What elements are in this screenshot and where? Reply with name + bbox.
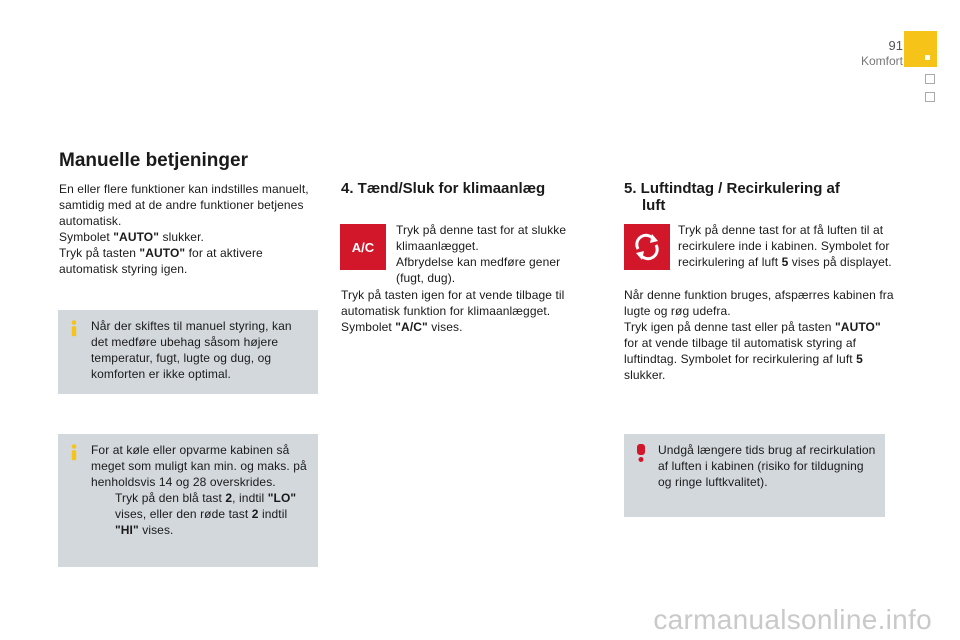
warning-note: [624, 434, 885, 517]
manual-paragraph: Symbolet "AUTO" slukker.: [59, 230, 204, 244]
chapter-tab-active[interactable]: [904, 31, 937, 67]
svg-text:A/C: A/C: [351, 240, 375, 255]
info-note: [58, 434, 318, 567]
chapter-tab[interactable]: [925, 74, 935, 84]
info-note-text: [91, 442, 313, 538]
section5-heading: 5. Luftindtag / Recirkulering af luft: [624, 180, 840, 214]
section4-heading: 4. Tænd/Sluk for klimaanlæg: [341, 180, 546, 197]
manual-body: [59, 181, 321, 277]
info-note-intro: For at køle eller opvarme kabinen så meget som muligt kan min. og maks. på henholdsvis 14 og 28 overskrides.: [91, 443, 307, 489]
info-note: [58, 310, 318, 394]
tab-marker: [925, 55, 930, 60]
section4-paragraph: Tryk på tasten igen for at vende tilbage til automatisk funktion for klimaanlægget.: [341, 288, 565, 318]
section-name: Komfort: [860, 54, 903, 68]
section4-description-continued: [341, 287, 581, 335]
info-icon: [68, 320, 80, 337]
manual-heading: Manuelle betjeninger: [59, 150, 248, 171]
section4-paragraph: Afbrydelse kan medføre gener (fugt, dug).: [396, 255, 561, 285]
bullet-icon: [91, 490, 115, 538]
warning-note-text: Undgå længere tids brug af recirkulation af luften i kabinen (risiko for tildugning og ringe luftkvalitet).: [658, 443, 876, 489]
manual-paragraph: En eller flere funktioner kan indstilles manuelt, samtidig med at de andre funktioner betjenes automatisk.: [59, 182, 309, 228]
warning-icon: [634, 444, 648, 462]
info-note-text: Når der skiftes til manuel styring, kan det medføre ubehag såsom højere temperatur, fugt, lugte og dug, og komforten er ikke optimal.: [91, 319, 292, 381]
ac-button-icon: [340, 224, 386, 270]
section4-description: [396, 222, 576, 286]
section5-description-continued: [624, 287, 894, 383]
list-item: Tryk på den blå tast 2, indtil "LO" vises, eller den røde tast 2 indtil "HI" vises.: [91, 490, 313, 538]
chapter-tab[interactable]: [925, 92, 935, 102]
info-icon: [68, 444, 80, 461]
page-number: 91: [888, 38, 903, 53]
section5-paragraph: Tryk på denne tast for at få luften til at recirkulere inde i kabinen. Symbolet for recirkulering af luft 5 vises på displayet.: [678, 223, 892, 269]
section4-paragraph: Symbolet "A/C" vises.: [341, 320, 463, 334]
section4-paragraph: Tryk på denne tast for at slukke klimaanlægget.: [396, 223, 567, 253]
air-recirculation-icon: [624, 224, 670, 270]
section5-paragraph: Tryk igen på denne tast eller på tasten "AUTO" for at vende tilbage til automatisk styring af luftindtag. Symbolet for recirkulering af luft 5 slukker.: [624, 320, 881, 382]
watermark: carmanualsonline.info: [653, 604, 932, 635]
section5-description: [678, 222, 893, 270]
manual-paragraph: Tryk på tasten "AUTO" for at aktivere automatisk styring igen.: [59, 246, 263, 276]
section5-paragraph: Når denne funktion bruges, afspærres kabinen fra lugte og røg udefra.: [624, 288, 894, 318]
